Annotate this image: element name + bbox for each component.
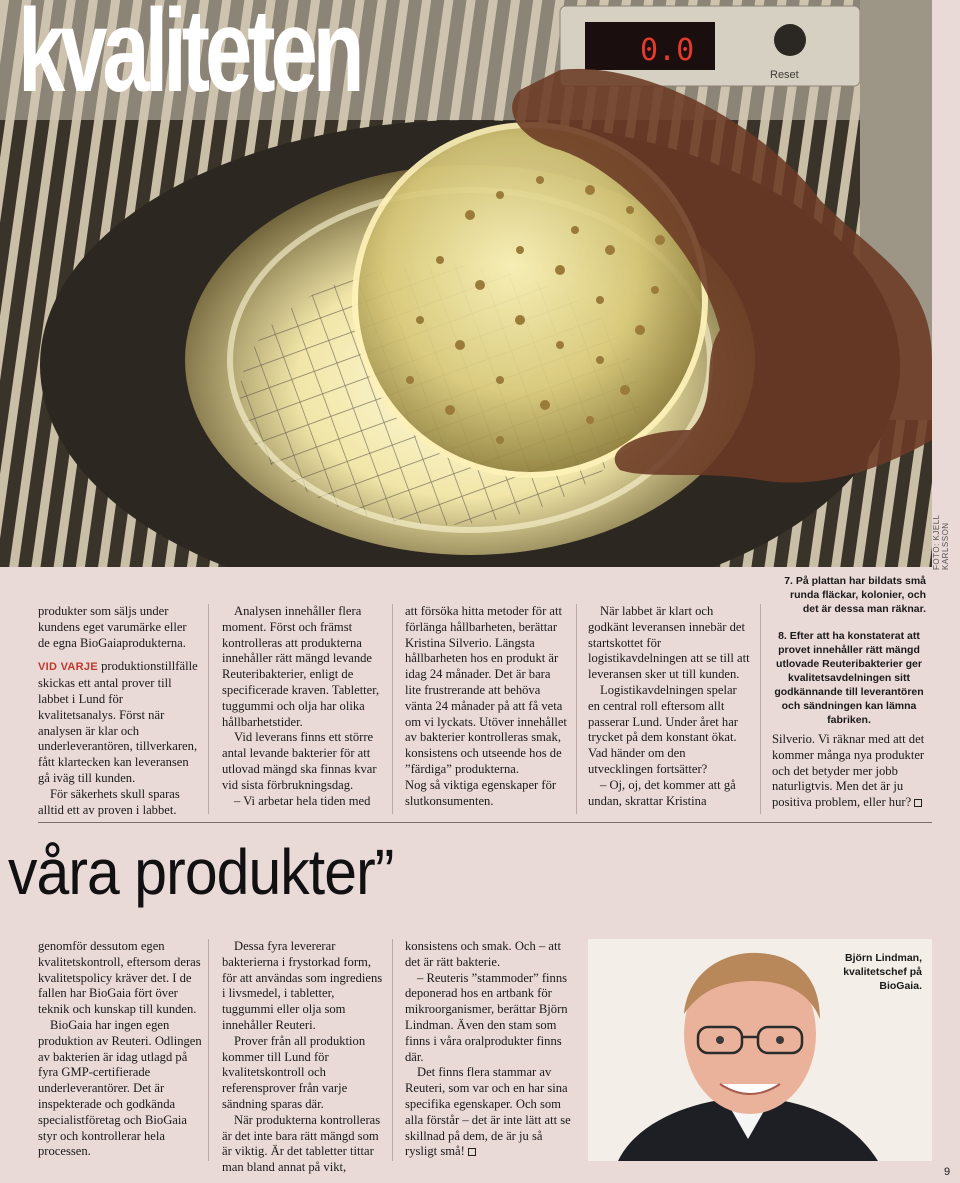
colb2-para2: Prover från all produktion kommer till Lund för kvalitetskontroll och referensprover från varje sändning sparas där. [222, 1033, 366, 1111]
end-mark-icon [914, 799, 922, 807]
section-divider [38, 822, 932, 823]
device-display: 0.0 [640, 33, 695, 68]
col4-para1: När labbet är klart och godkänt leveransen innebär det startskottet för logistikavdelningen att se till att leveransen sker ut till kunden. [588, 604, 750, 682]
col1-para3: För säkerhets skull sparas alltid ett av proven i labbet. [38, 786, 180, 817]
colb1-para2: BioGaia har ingen egen produktion av Reuteri. Odlingen av bakterien är idag utlagd på fyra GMP-certifierade underleverantörer. Det är inspekterade och godkända specialistföretag och BioGaia styr och kontrollerar hela processen. [38, 1017, 202, 1159]
portrait-photo [588, 939, 932, 1161]
colb3-para3-wrap [405, 1065, 571, 1160]
petri-dish-photo [0, 0, 932, 567]
column-b2 [222, 939, 384, 1176]
col3-para2: Nog så viktiga egenskaper för slutkonsumenten. [405, 777, 557, 808]
column-1 [38, 604, 198, 818]
column-b1 [38, 939, 202, 1160]
col2-para1: Analysen innehåller flera moment. Först och främst kontrolleras att produkterna innehåller rätt mängd levande Reuteribakterier, enligt de specificerade kraven. Tabletter, tuggummi och olja har olika hållbarhetstider. [222, 604, 380, 729]
col4-para2: Logistikavdelningen spelar en central roll eftersom allt passerar Lund. Under året har trycket på dem konstant ökat. Vad händer om den utvecklingen fortsätter? [588, 682, 739, 776]
column-divider [208, 939, 209, 1161]
column-5 [772, 732, 934, 811]
photo-credit: FOTO: KJELL KARLSSON [932, 514, 950, 570]
headline-vara-produkter: våra produkter” [8, 836, 394, 908]
colb1-para1: genomför dessutom egen kvalitetskontroll, eftersom deras kvalitetspolicy kräver det. I de fallen har BioGaia fört över teknik och kunskap till kunden. [38, 939, 201, 1017]
caption-8: 8. Efter att ha konstaterat att provet innehåller rätt mängd utlovade Reuteribakterier ger kvalitetsavdelningen sitt godkännande till leverantören och sändningen kan lämna fabriken. [774, 630, 924, 726]
column-divider [392, 604, 393, 814]
margin-strip [932, 0, 960, 567]
lead-caps: VID VARJE [38, 661, 98, 674]
portrait-caption: Björn Lindman, kvalitetschef på BioGaia. [843, 952, 922, 992]
column-3 [405, 604, 567, 809]
colb2-para1: Dessa fyra levererar bakterierna i frystorkad form, för att användas som ingrediens i livsmedel, i tabletter, tuggummi eller olja som innehåller Reuteri. [222, 939, 383, 1032]
col5-para1 [772, 732, 934, 811]
device-reset-label: Reset [770, 69, 799, 81]
headline-kvaliteten: kvaliteten [18, 0, 360, 117]
column-divider [576, 604, 577, 814]
caption-7: 7. På plattan har bildats små runda fläckar, kolonier, och det är dessa man räknar. [784, 575, 926, 615]
column-divider [760, 604, 761, 814]
col1-para1: produkter som säljs under kundens eget varumärke eller de egna BioGaiaprodukterna. [38, 604, 187, 650]
col5-para1-text: Silverio. Vi räknar med att det kommer många nya produkter och det betyder mer jobb naturligtvis. Men det är ju positiva problem, eller hur? [772, 732, 925, 810]
colb2-para3: När produkterna kontrolleras är det inte bara rätt mängd som är viktig. Är det tabletter tittar man bland annat på vikt, [222, 1112, 381, 1175]
col4-para3: – Oj, oj, det kommer att gå undan, skrattar Kristina [588, 777, 736, 808]
column-divider [208, 604, 209, 814]
column-divider [392, 939, 393, 1161]
colb3-para3: Det finns flera stammar av Reuteri, som var och en har sina specifika egenskaper. Och som alla förstår – det är inte lätt att se skillnad på dem, de är ju så rysligt små! [405, 1065, 571, 1159]
col1-para2-text: produktionstillfälle skickas ett antal prover till labbet i Lund för kvalitetsanalys. Först när analysen är klar och underleverantören, tillverkaren, fått klartecken kan leveransen gå iväg till kunden. [38, 659, 198, 785]
col2-para3: – Vi arbetar hela tiden med [234, 793, 371, 808]
end-mark-icon [468, 1148, 476, 1156]
col1-para2 [38, 659, 198, 786]
page-number: 9 [944, 1166, 951, 1178]
colb3-para2: – Reuteris ”stammoder” finns deponerad hos en artbank för mikroorganismer, berättar Björn Lindman. Även den stam som finns i våra oralprodukter finns där. [405, 970, 568, 1064]
colb3-para1: konsistens och smak. Och – att det är rätt bakterie. [405, 939, 562, 969]
column-b3 [405, 939, 571, 1160]
column-4 [588, 604, 750, 809]
column-2 [222, 604, 384, 809]
col2-para2: Vid leverans finns ett större antal levande bakterier för att utlovad mängd ska finnas kvar vid sista förbrukningsdag. [222, 730, 377, 792]
col3-para1: att försöka hitta metoder för att förlänga hållbarheten, berättar Kristina Silverio. Längsta hållbarheten hos en produkt är idag 24 månader. Det är bara lite frustrerande att behöva vänta 24 månader på att få veta om vi lyckats. Utöver innehållet av bakterier kontrolleras smak, konsistens och utseende hos de ”färdiga” produkterna. [405, 604, 567, 776]
